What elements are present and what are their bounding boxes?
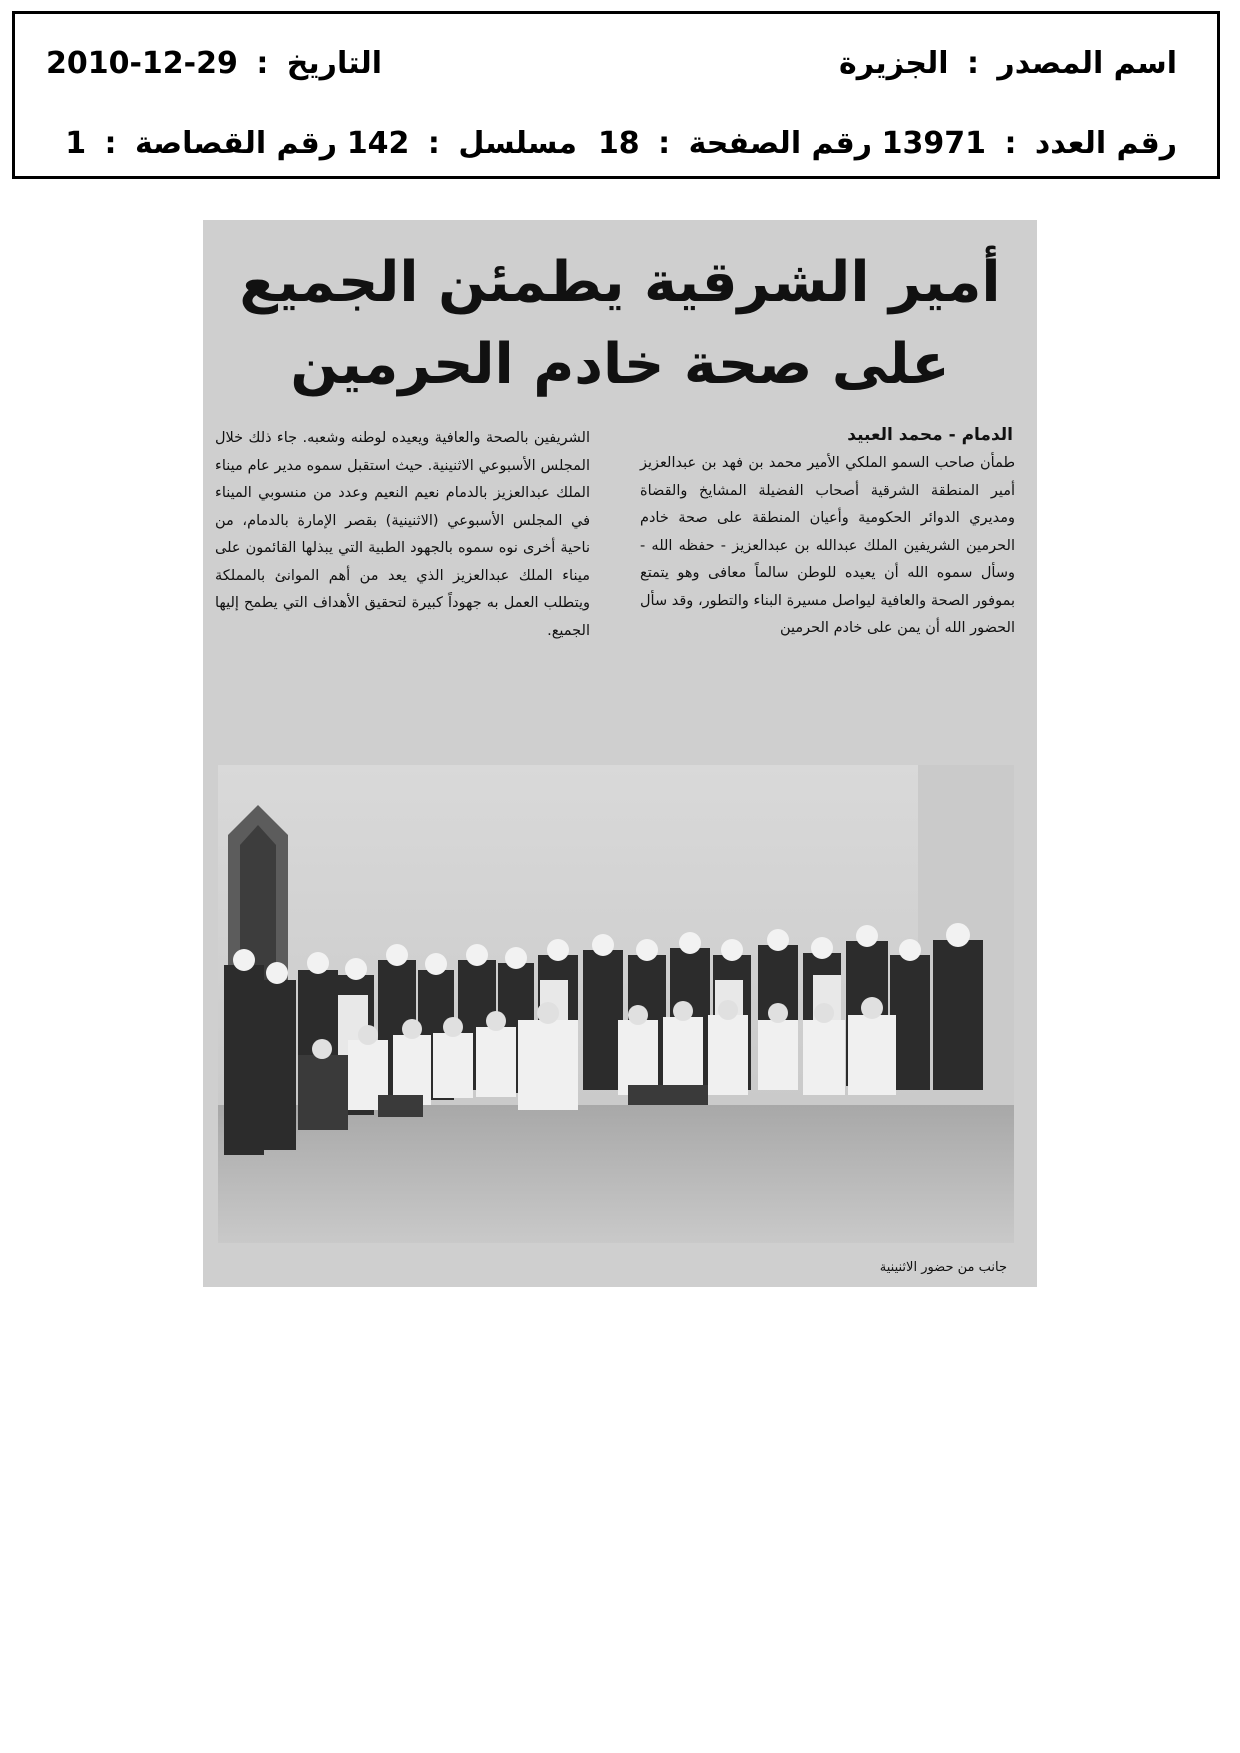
group-photo-illustration xyxy=(218,765,1014,1243)
page-value: 18 xyxy=(597,126,640,161)
date-label: التاريخ xyxy=(286,46,382,81)
clip-value: 1 xyxy=(65,126,87,161)
issue-value: 13971 xyxy=(881,126,986,161)
headline-line-1: أمير الشرقية يطمئن الجميع xyxy=(239,250,1001,315)
serial-value: 142 xyxy=(346,126,410,161)
clip-field xyxy=(65,124,337,164)
issue-label: رقم العدد xyxy=(1034,126,1177,161)
date-separator: : xyxy=(256,46,269,81)
serial-label: مسلسل xyxy=(458,126,577,161)
source-separator: : xyxy=(966,46,979,81)
page-label: رقم الصفحة xyxy=(688,126,872,161)
article-column-right: طمأن صاحب السمو الملكي الأمير محمد بن فهد بن عبدالعزيز أمير المنطقة الشرقية أصحاب الفضيلة المشايخ والقضاة ومديري الدوائر الحكومية وأعيان المنطقة على صحة خادم الحرمين الشريفين الملك عبدالله بن عبدالعزيز - حفظه الله - وسأل سموه الله أن يعيده للوطن سالماً معافى وهو يتمتع بموفور الصحة والعافية ليواصل مسيرة البناء والتطور، وقد سأل الحضور الله أن يمن على خادم الحرمين xyxy=(640,455,1015,636)
serial-field xyxy=(347,124,577,164)
issue-separator: : xyxy=(1004,126,1017,161)
clip-label: رقم القصاصة xyxy=(134,126,337,161)
date-field xyxy=(46,44,382,84)
photo-caption: جانب من حضور الاثنينية xyxy=(879,1260,1007,1275)
clip-separator: : xyxy=(104,126,117,161)
headline-line-2: على صحة خادم الحرمين xyxy=(290,332,950,397)
serial-separator: : xyxy=(427,126,440,161)
info-row-2 xyxy=(15,124,1217,174)
byline: الدمام - محمد العبيد xyxy=(847,425,1013,445)
issue-field xyxy=(882,124,1177,164)
source-value: الجزيرة xyxy=(839,46,949,81)
source-field xyxy=(839,44,1177,84)
newspaper-clipping xyxy=(203,220,1037,1287)
source-label: اسم المصدر xyxy=(997,46,1177,81)
date-value: 2010-12-29 xyxy=(45,46,238,81)
article-column-left: الشريفين بالصحة والعافية ويعيده لوطنه وشعبه. جاء ذلك خلال المجلس الأسبوعي الاثنينية. حيث استقبل سموه مدير عام ميناء الملك عبدالعزيز بالدمام نعيم النعيم وعدد من منسوبي الميناء في المجلس الأسبوعي (الاثنينية) بقصر الإمارة بالدمام، من ناحية أخرى نوه سموه بالجهود الطبية التي يبذلها القائمون على ميناء الملك عبدالعزيز الذي يعد من أهم الموانئ بالمملكة ويتطلب العمل به جهوداً كبيرة لتحقيق الأهداف التي يطمح إليها الجميع. xyxy=(215,430,590,639)
info-row-1 xyxy=(15,44,1217,94)
page-separator: : xyxy=(658,126,671,161)
clipping-info-box xyxy=(12,11,1220,179)
page-field xyxy=(598,124,872,164)
group-photo xyxy=(218,765,1014,1243)
